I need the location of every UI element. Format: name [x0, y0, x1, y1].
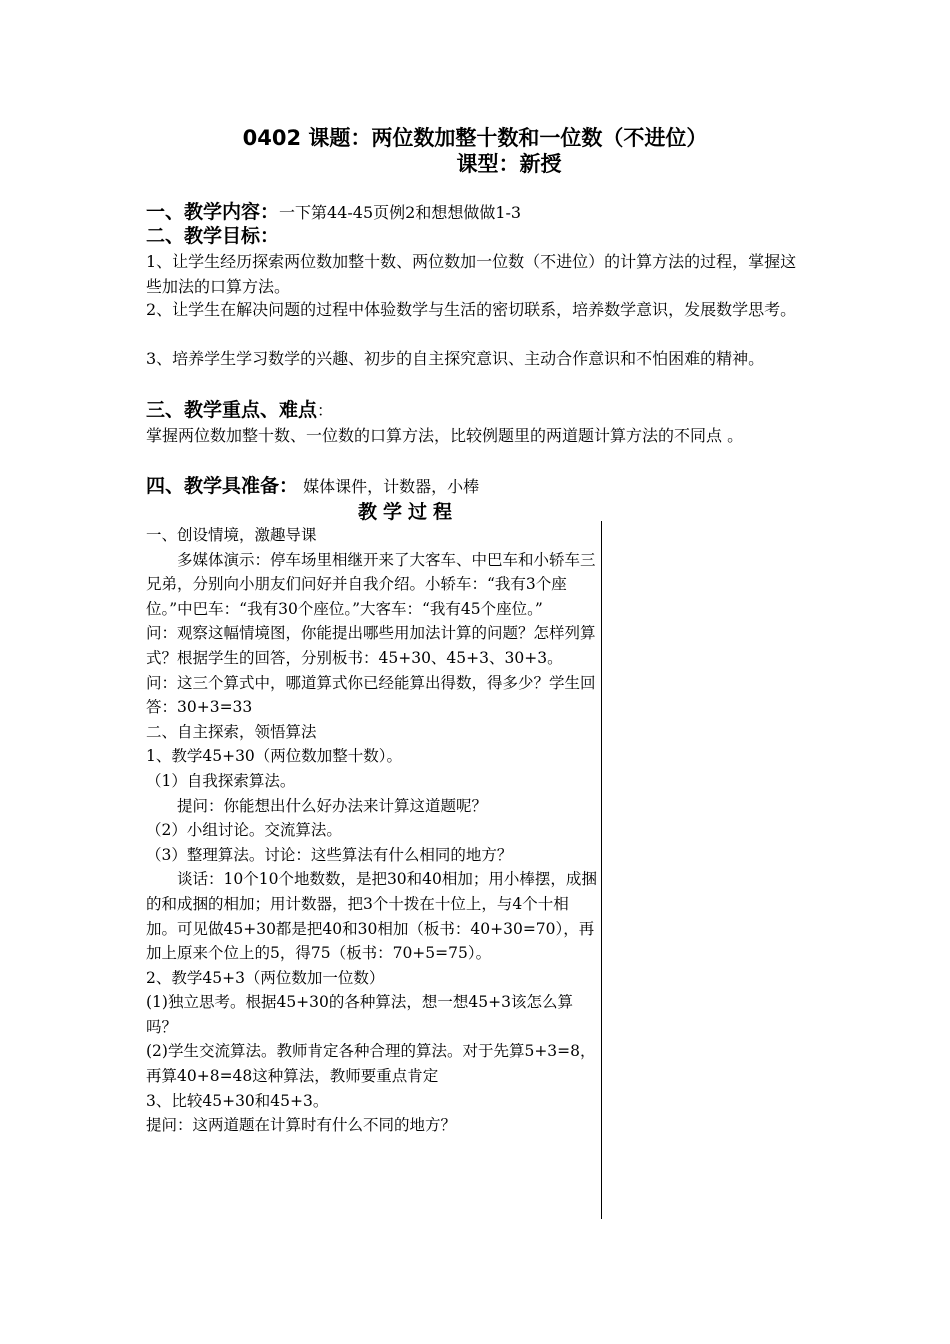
- key-points-text: 掌握两位数加整十数、一位数的口算方法，比较例题里的两道题计算方法的不同点 。: [146, 426, 744, 445]
- process-line: （3）整理算法。讨论：这些算法有什么相同的地方？: [146, 845, 513, 864]
- process-line: （1）自我探索算法。: [146, 771, 296, 790]
- process-line: 2、教学45+3（两位数加一位数）: [146, 968, 385, 987]
- lesson-type: 课型：新授: [456, 152, 562, 176]
- key-points-heading: 三、教学重点、难点: [146, 399, 318, 421]
- teaching-content-heading: 一、教学内容：: [146, 201, 280, 223]
- process-line: 多媒体演示：停车场里相继开来了大客车、中巴车和小轿车三兄弟，分别向小朋友们问好并自我介绍。小轿车：“我有3个座位。”中巴车：“我有30个座位。”大客车：“我有45个座位。”: [146, 550, 596, 618]
- goal-1: 1、让学生经历探索两位数加整十数、两位数加一位数（不进位）的计算方法的过程，掌握这些加法的口算方法。: [146, 252, 797, 296]
- process-line: 谈话：10个10个地数数，是把30和40相加；用小棒摆，成捆的和成捆的相加；用计数器，把3个十拨在十位上，与4个十相加。可见做45+30都是把40和30相加（板书：40+30=70），再加上原来个位上的5，得75（板书：70+5=75）。: [146, 870, 597, 963]
- key-points-colon: ：: [317, 401, 334, 420]
- goal-3: 3、培养学生学习数学的兴趣、初步的自主探究意识、主动合作意识和不怕困难的精神。: [146, 349, 765, 368]
- lesson-title: 0402 课题：两位数加整十数和一位数（不进位）: [242, 126, 708, 150]
- process-line: 问：这三个算式中，哪道算式你已经能算出得数，得多少？学生回答：30+3=33: [146, 673, 596, 717]
- teaching-content-text: 一下第44-45页例2和想想做做1-3: [279, 203, 522, 222]
- process-line: 二、自主探索，领悟算法: [146, 722, 317, 741]
- teaching-content: [146, 200, 806, 225]
- goal-2: 2、让学生在解决问题的过程中体验数学与生活的密切联系，培养数学意识，发展数学思考。: [146, 300, 797, 319]
- table-divider-line: [601, 521, 602, 1219]
- process-line: 一、创设情境，激趣导课: [146, 526, 317, 544]
- teaching-goals: [146, 224, 806, 249]
- teaching-goals-heading: 二、教学目标：: [146, 225, 280, 247]
- process-line: 1、教学45+30（两位数加整十数）。: [146, 747, 403, 766]
- process-line: (1)独立思考。根据45+30的各种算法，想一想45+3该怎么算吗？: [146, 993, 573, 1036]
- process-line: 问：观察这幅情境图，你能提出哪些用加法计算的问题？怎样列算式？根据学生的回答，分别板书：45+30、45+3、30+3。: [146, 624, 596, 667]
- teaching-prep-heading: 四、教学具准备：: [146, 475, 299, 497]
- process-line: 提问：这两道题在计算时有什么不同的地方？: [146, 1116, 457, 1135]
- process-line: (2)学生交流算法。教师肯定各种合理的算法。对于先算5+3=8，再算40+8=48这种算法，教师要重点肯定: [146, 1042, 596, 1086]
- process-content: [146, 523, 598, 1138]
- teaching-prep: [146, 474, 806, 499]
- process-line: （2）小组讨论。交流算法。: [146, 821, 342, 840]
- process-title: 教学过程: [357, 501, 458, 523]
- process-line: 3、比较45+30和45+3。: [146, 1091, 329, 1110]
- key-points: [146, 398, 806, 423]
- process-line: 提问：你能想出什么好办法来计算这道题呢？: [177, 796, 488, 815]
- teaching-prep-text: 媒体课件，计数器，小棒: [298, 477, 480, 496]
